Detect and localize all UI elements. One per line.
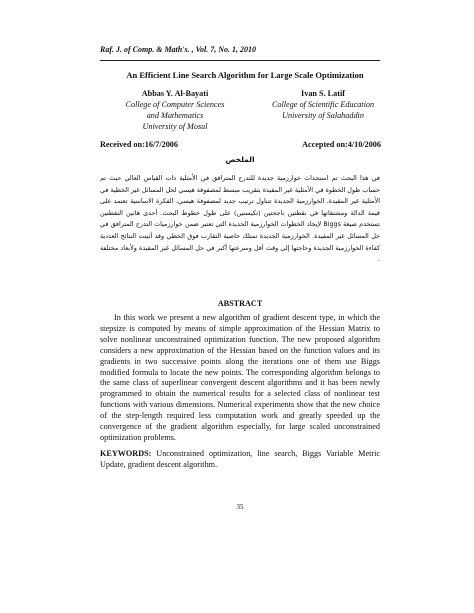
arabic-abstract-text: في هذا البحث تم استحداث خوارزمية جديدة للتدرج المترافق في الأمثلية ذات القياس العالي حيث تم حساب طول الخطوة في الأمثلية غير المقيدة بتقريب مبسط لمصفوفة هيسي لحل المسائل غير الخطية في الأمثلية غير المقيدة. الخوارزمية الجديدة تتناول ترتيب جديد لمصفوفة هيسي، الفكرة الاساسية تعتمد على قيمة الدالة ومشتقاتها في نقطتين ناجحتين (تكيستين) على طول خطوط البحث. أحدى هاتين النقطتين تستخدم صيغة Biggs لإيجاد الخطوات الخوارزمية الجديدة التي تعتبر ضمن خوارزميات التدرج المترافق في حل المسائل غير المقيدة. الخوارزمية الجديدة تمتلك خاصية التقارب فوق الخطي وقد أثبتت النتائج العددية كفاءة الخوارزمية الجديدة وحاجتها إلى وقت أقل وسرعتها أكبر في حل المسائل غير المقيدة ولأبعاد مختلفة . — [100, 174, 380, 264]
author-affiliation-line: University of Salahaddin — [282, 111, 364, 120]
header-rule — [100, 60, 380, 61]
arabic-abstract-heading: الملخص — [225, 155, 255, 164]
author-block-1 — [100, 88, 250, 132]
abstract-text: In this work we present a new algorithm of gradient descent type, in which the stepsize is computed by means of simple approximation of the Hessian Matrix to solve nonlinear unconstrained optimization function. The new proposed algorithm considers a new approximation of the Hessian based on the function values and its gradients in two successive points along the iterations one of them use Biggs modified formula to locate the new points. The corresponding algorithm belongs to the same class of superlinear convergent descent algorithms and it has been newly programmed to obtain the numerical results for a selected class of nonlinear test functions with various dimensions. Numerical experiments show that the new choice of the step-length required less computation work and greatly speeded up the convergence of the gradient algorithm especially, for large scaled unconstrained optimization problems. — [100, 313, 380, 442]
author-affiliation-line: College of Scientific Education — [271, 100, 375, 109]
keywords-label: KEYWORDS: — [100, 449, 152, 458]
author-affiliation-line: College of Computer Sciences — [125, 100, 225, 109]
accepted-date: Accepted on:4/10/2006 — [302, 140, 381, 149]
page-number: 35 — [236, 503, 244, 511]
paper-title: An Efficient Line Search Algorithm for Large Scale Optimization — [126, 70, 364, 80]
author-name: Abbas Y. Al-Bayati — [141, 89, 209, 98]
keywords-text: Unconstrained optimization, line search, Biggs Variable Metric Update, gradient descent algorithm. — [100, 449, 380, 469]
keywords-paragraph — [100, 449, 380, 471]
received-date: Received on:16/7/2006 — [100, 140, 178, 149]
author-affiliation-line: and Mathematics — [146, 111, 204, 120]
author-name: Ivan S. Latif — [301, 89, 345, 98]
author-block-2 — [248, 88, 398, 121]
abstract-heading: ABSTRACT — [217, 299, 263, 308]
journal-header: Raf. J. of Comp. & Math's. , Vol. 7, No. 1, 2010 — [100, 45, 257, 54]
author-affiliation-line: University of Mosul — [142, 122, 208, 131]
